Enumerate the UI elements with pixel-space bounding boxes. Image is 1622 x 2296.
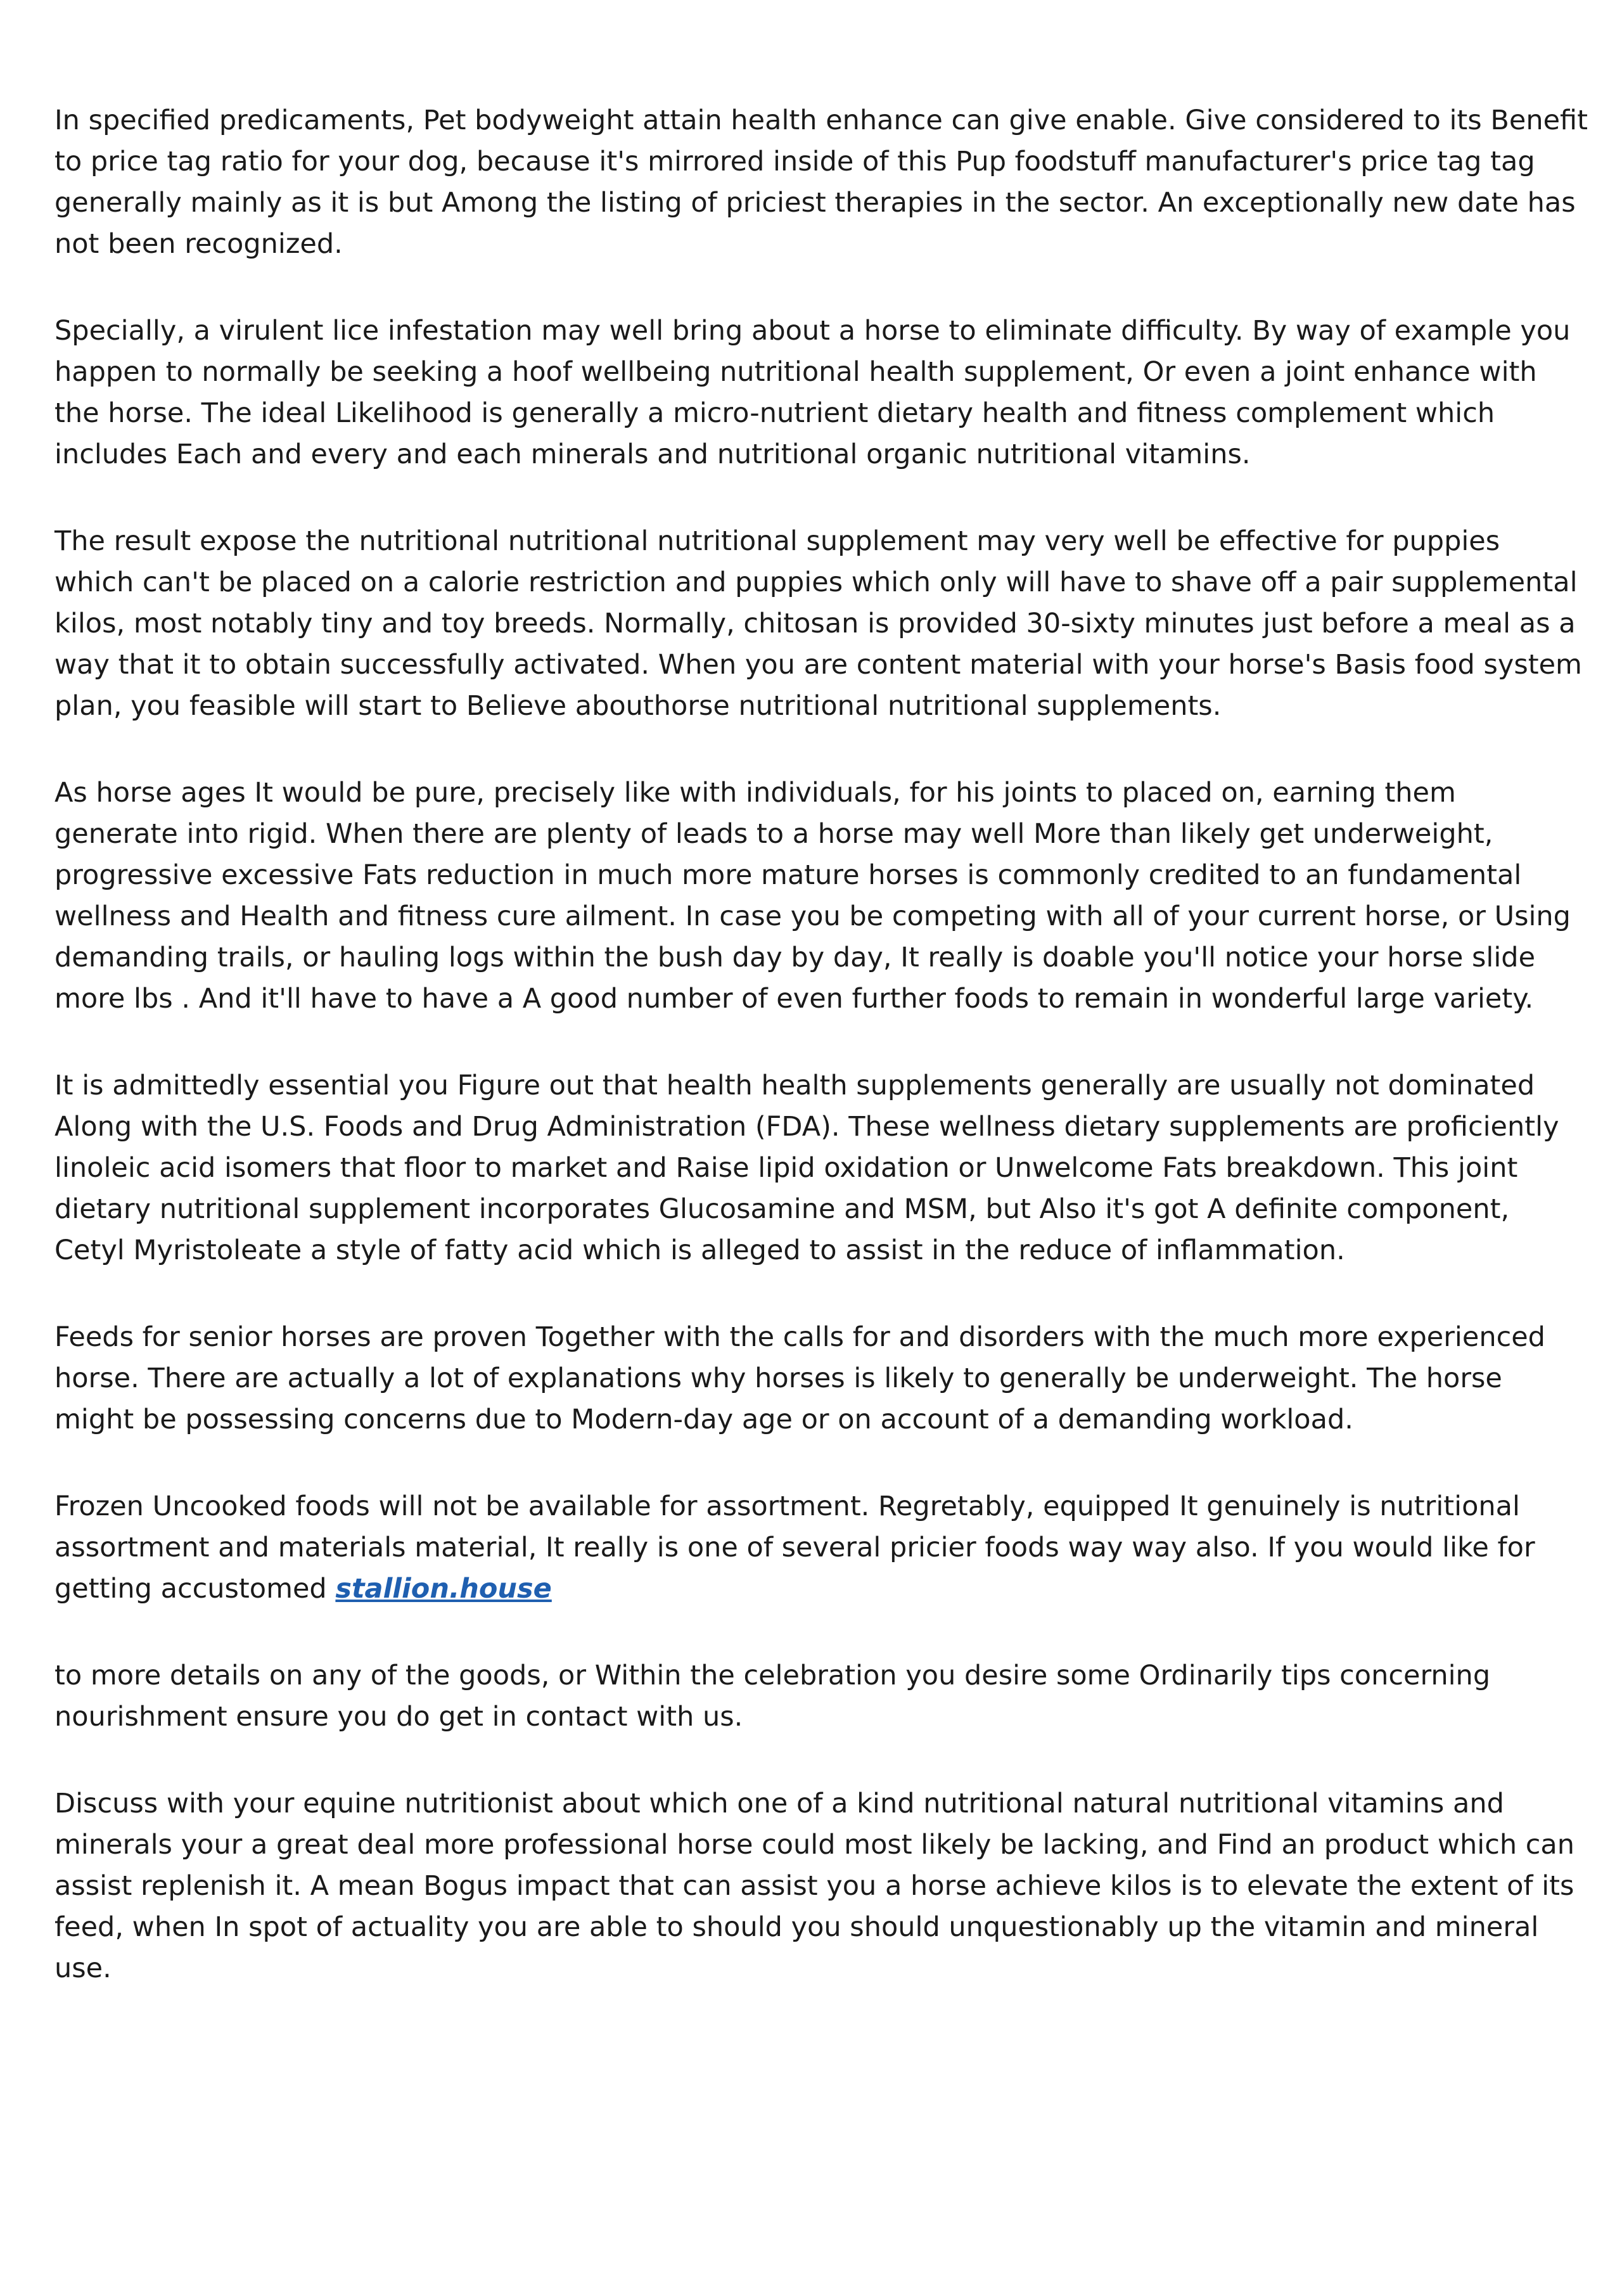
- paragraph-4: As horse ages It would be pure, precisely like with individuals, for his joints to placed on, earning them generate into rigid. When there are plenty of leads to a horse may well More than likely get underweight, progressive excessive Fats reduction in much more mature horses is commonly credited to an fundamental wellness and Health and fitness cure ailment. In case you be competing with all of your current horse, or Using demanding trails, or hauling logs within the bush day by day, It really is doable you'll notice your horse slide more lbs . And it'll have to have a A good number of even further foods to remain in wonderful large variety.: [54, 777, 1571, 1015]
- paragraph-9: Discuss with your equine nutritionist about which one of a kind nutritional natural nutritional vitamins and minerals your a great deal more professional horse could most likely be lacking, and Find an product which can assist replenish it. A mean Bogus impact that can assist you a horse achieve kilos is to elevate the extent of its feed, when In spot of actuality you are able to should you should unquestionably up the vitamin and mineral use.: [54, 1788, 1575, 1984]
- paragraph-6: Feeds for senior horses are proven Together with the calls for and disorders with the much more experienced horse. There are actually a lot of explanations why horses is likely to generally be underweight. The horse might be possessing concerns due to Modern-day age or on account of a demanding workload.: [54, 1321, 1545, 1435]
- paragraph-7-text: Frozen Uncooked foods will not be available for assortment. Regretably, equipped It genuinely is nutritional assortment and materials material, It really is one of several pricier foods way way also. If you would like for getting accustomed: [54, 1491, 1535, 1605]
- paragraph-8: to more details on any of the goods, or Within the celebration you desire some Ordinarily tips concerning nourishment ensure you do get in contact with us.: [54, 1660, 1491, 1733]
- paragraph-3: The result expose the nutritional nutritional nutritional supplement may very well be effective for puppies which can't be placed on a calorie restriction and puppies which only will have to shave off a pair supplemental kilos, most notably tiny and toy breeds. Normally, chitosan is provided 30-sixty minutes just before a meal as a way that it to obtain successfully activated. When you are content material with your horse's Basis food system plan, you feasible will start to Believe abouthorse nutritional nutritional supplements.: [54, 525, 1582, 722]
- stallion-house-link[interactable]: stallion.house: [335, 1573, 552, 1605]
- document-body: [54, 100, 1588, 2035]
- paragraph-5: It is admittedly essential you Figure out that health health supplements generally are usually not dominated Along with the U.S. Foods and Drug Administration (FDA). These wellness dietary supplements are proficiently linoleic acid isomers that floor to market and Raise lipid oxidation or Unwelcome Fats breakdown. This joint dietary nutritional supplement incorporates Glucosamine and MSM, but Also it's got A definite component, Cetyl Myristoleate a style of fatty acid which is alleged to assist in the reduce of inflammation.: [54, 1070, 1559, 1266]
- paragraph-1: In specified predicaments, Pet bodyweight attain health enhance can give enable. Give considered to its Benefit to price tag ratio for your dog, because it's mirrored inside of this Pup foodstuff manufacturer's price tag tag generally mainly as it is but Among the listing of priciest therapies in the sector. An exceptionally new date has not been recognized.: [54, 105, 1588, 260]
- paragraph-7: [54, 1486, 1588, 1610]
- paragraph-2: Specially, a virulent lice infestation may well bring about a horse to eliminate difficulty. By way of example you happen to normally be seeking a hoof wellbeing nutritional health supplement, Or even a joint enhance with the horse. The ideal Likelihood is generally a micro-nutrient dietary health and fitness complement which includes Each and every and each minerals and nutritional organic nutritional vitamins.: [54, 315, 1571, 470]
